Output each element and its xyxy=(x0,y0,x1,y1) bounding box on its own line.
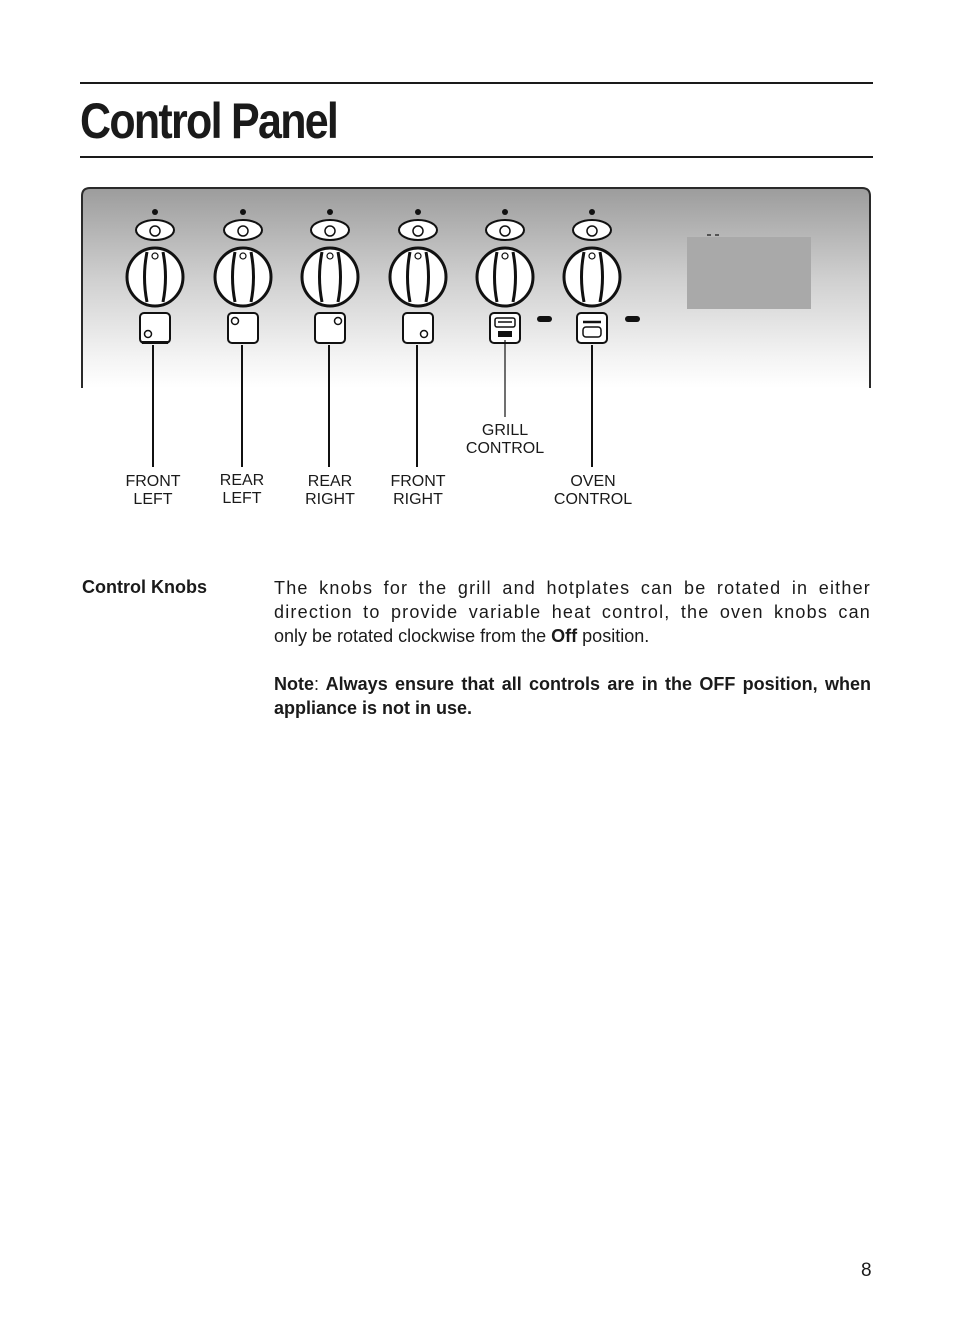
label-front-right: FRONT RIGHT xyxy=(390,473,446,508)
label-rear-right: REAR RIGHT xyxy=(305,473,355,508)
page-number: 8 xyxy=(861,1260,872,1281)
label-grill-control: GRILL CONTROL xyxy=(465,422,545,457)
note-text: Always ensure that all controls are in the OFF position, when appliance is not in use. xyxy=(274,674,871,718)
section-heading: Control Knobs xyxy=(82,577,207,597)
top-rule xyxy=(80,82,873,84)
para1-end: only be rotated clockwise from the Off position. xyxy=(274,626,650,646)
label-rear-left: REAR LEFT xyxy=(219,472,265,507)
note-paragraph: Note: Always ensure that all controls are in the OFF position, when appliance is not in use. xyxy=(274,674,871,718)
label-front-left: FRONT LEFT xyxy=(125,473,181,508)
para1-start: The knobs for the grill and hotplates can be rotated in either direction to provide variable heat control, the oven knobs can xyxy=(274,578,871,622)
section-body xyxy=(274,576,871,720)
label-oven-control: OVEN CONTROL xyxy=(553,473,633,508)
control-knobs-paragraph xyxy=(274,576,871,648)
page-title: Control Panel xyxy=(80,93,338,149)
off-emphasis: Off xyxy=(551,626,578,646)
display-window xyxy=(687,237,811,309)
note-label: Note xyxy=(274,674,314,694)
title-underline xyxy=(80,156,873,158)
